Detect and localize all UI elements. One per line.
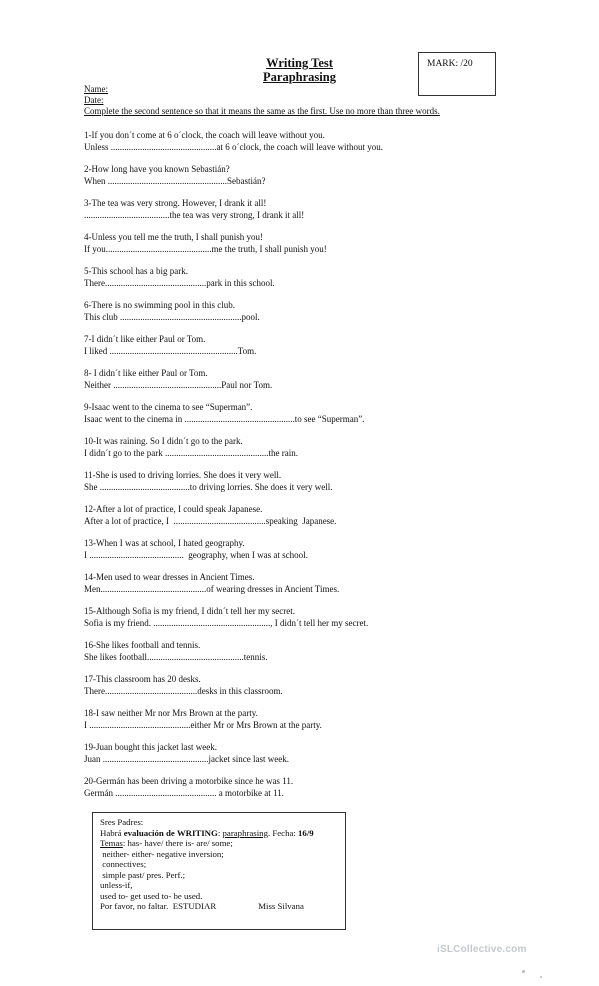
note-closing: Por favor, no faltar. ESTUDIAR <box>100 901 217 911</box>
instructions: Complete the second sentence so that it means the same as the first. Use no more than three words. <box>84 106 440 116</box>
exercise-prompt: 13-When I was at school, I hated geography. <box>84 538 245 548</box>
note-text: : <box>217 827 223 838</box>
note-topic: : has- have/ there is- are/ some; <box>122 838 233 848</box>
exercise-answer-line: There.........................................desks in this classroom. <box>84 686 283 696</box>
scan-speck <box>540 976 542 978</box>
exercise-item <box>84 605 368 629</box>
note-topic: connectives; <box>100 859 147 869</box>
exercise-answer-line: She ........................................to driving lorries. She does it very well. <box>84 482 333 492</box>
exercise-item <box>84 775 293 799</box>
exercise-item <box>84 537 308 561</box>
exercise-prompt: 15-Although Sofia is my friend, I didn´t tell her my secret. <box>84 606 295 616</box>
note-topics <box>100 838 345 849</box>
note-topic: neither- either- negative inversion; <box>100 848 224 859</box>
exercise-answer-line: After a lot of practice, I .........................................speaking Japanese. <box>84 516 337 526</box>
exercise-item <box>84 469 332 493</box>
exercise-item <box>84 401 364 425</box>
exercise-prompt: 8- I didn´t like either Paul or Tom. <box>84 368 208 378</box>
exercise-answer-line: Unless ...............................................at 6 o´clock, the coach will leave without you. <box>84 142 383 152</box>
parents-note <box>92 812 346 930</box>
exercise-answer-line: There.............................................park in this school. <box>84 278 275 288</box>
exercise-answer-line: Sofia is my friend. ...................................................., I didn´t tell her my secret. <box>84 618 369 628</box>
exercise-item <box>84 197 304 221</box>
exercise-prompt: 3-The tea was very strong. However, I drank it all! <box>84 198 267 208</box>
exercise-prompt: 10-It was raining. So I didn´t go to the park. <box>84 436 243 446</box>
exercise-prompt: 5-This school has a big park. <box>84 266 188 276</box>
note-text: . Fecha: <box>267 827 299 838</box>
exercise-prompt: 11-She is used to driving lorries. She does it very well. <box>84 470 282 480</box>
exercise-prompt: 19-Juan bought this jacket last week. <box>84 742 217 752</box>
exercise-prompt: 2-How long have you known Sebastián? <box>84 164 230 174</box>
exercise-item <box>84 299 260 323</box>
exercise-prompt: 4-Unless you tell me the truth, I shall punish you! <box>84 232 263 242</box>
exercise-item <box>84 367 272 391</box>
note-topic: simple past/ pres. Perf.; <box>100 869 186 880</box>
exercise-item <box>84 333 256 357</box>
exercise-answer-line: Germán ............................................. a motorbike at 11. <box>84 788 284 798</box>
exercise-prompt: 14-Men used to wear dresses in Ancient Times. <box>84 572 255 582</box>
exercise-item <box>84 673 283 697</box>
scan-speck <box>522 970 525 973</box>
note-topics-label: Temas <box>100 838 123 848</box>
note-text: Habrá <box>100 827 124 838</box>
exercise-answer-line: This club ......................................................pool. <box>84 312 260 322</box>
exercise-prompt: 18-I saw neither Mr nor Mrs Brown at the party. <box>84 708 258 718</box>
exercise-prompt: 20-Germán has been driving a motorbike since he was 11. <box>84 776 294 786</box>
exercise-answer-line: ......................................the tea was very strong, I drank it all! <box>84 210 305 220</box>
exercise-prompt: 12-After a lot of practice, I could speak Japanese. <box>84 504 263 514</box>
exercise-prompt: 9-Isaac went to the cinema to see “Superman”. <box>84 402 253 412</box>
note-greeting: Sres Padres: <box>100 817 144 827</box>
worksheet-subtitle: Paraphrasing <box>263 70 336 84</box>
note-exam-topic: paraphrasing <box>222 827 268 838</box>
watermark: iSLCollective.com <box>437 944 527 955</box>
note-closing-line <box>100 901 345 912</box>
exercise-prompt: 1-If you don´t come at 6 o´clock, the coach will leave without you. <box>84 130 325 140</box>
note-signature: Miss Silvana <box>258 901 304 911</box>
exercise-item <box>84 435 298 459</box>
exercise-item <box>84 129 383 153</box>
worksheet-title: Writing Test <box>266 56 333 70</box>
name-label: Name: <box>84 84 108 94</box>
mark-box <box>418 52 496 96</box>
mark-label: MARK: /20 <box>427 59 473 69</box>
exercise-answer-line: I .............................................either Mr or Mrs Brown at the party. <box>84 720 322 730</box>
exercise-item <box>84 741 289 765</box>
note-exam-line <box>100 828 345 839</box>
exercise-answer-line: I liked .........................................................Tom. <box>84 346 257 356</box>
exercise-answer-line: I didn´t go to the park ..............................................the rain. <box>84 448 298 458</box>
note-topic: used to- get used to- be used. <box>100 890 203 901</box>
note-exam-type: evaluación de WRITING <box>123 827 218 838</box>
exercise-answer-line: Neither ................................................Paul nor Tom. <box>84 380 273 390</box>
exercise-answer-line: She likes football...........................................tennis. <box>84 652 268 662</box>
exercise-item <box>84 265 275 289</box>
exercise-answer-line: When .....................................................Sebastián? <box>84 176 266 186</box>
exercise-item <box>84 163 265 187</box>
exercise-item <box>84 707 322 731</box>
exercise-prompt: 6-There is no swimming pool in this club. <box>84 300 235 310</box>
exercise-answer-line: I .......................................... geography, when I was at school. <box>84 550 308 560</box>
exercise-prompt: 17-This classroom has 20 desks. <box>84 674 201 684</box>
exercise-answer-line: If you...............................................me the truth, I shall punish you! <box>84 244 327 254</box>
exercise-answer-line: Juan ...............................................jacket since last week. <box>84 754 289 764</box>
date-label: Date: <box>84 95 104 105</box>
exercise-answer-line: Men...............................................of wearing dresses in Ancient Times. <box>84 584 340 594</box>
note-exam-date: 16/9 <box>298 827 314 838</box>
exercise-prompt: 16-She likes football and tennis. <box>84 640 201 650</box>
exercise-item <box>84 639 268 663</box>
exercise-item <box>84 231 327 255</box>
exercise-item <box>84 571 339 595</box>
exercise-answer-line: Isaac went to the cinema in .................................................to see “Superman”. <box>84 414 365 424</box>
exercise-prompt: 7-I didn´t like either Paul or Tom. <box>84 334 206 344</box>
exercise-item <box>84 503 336 527</box>
note-topic: unless-if, <box>100 880 133 890</box>
